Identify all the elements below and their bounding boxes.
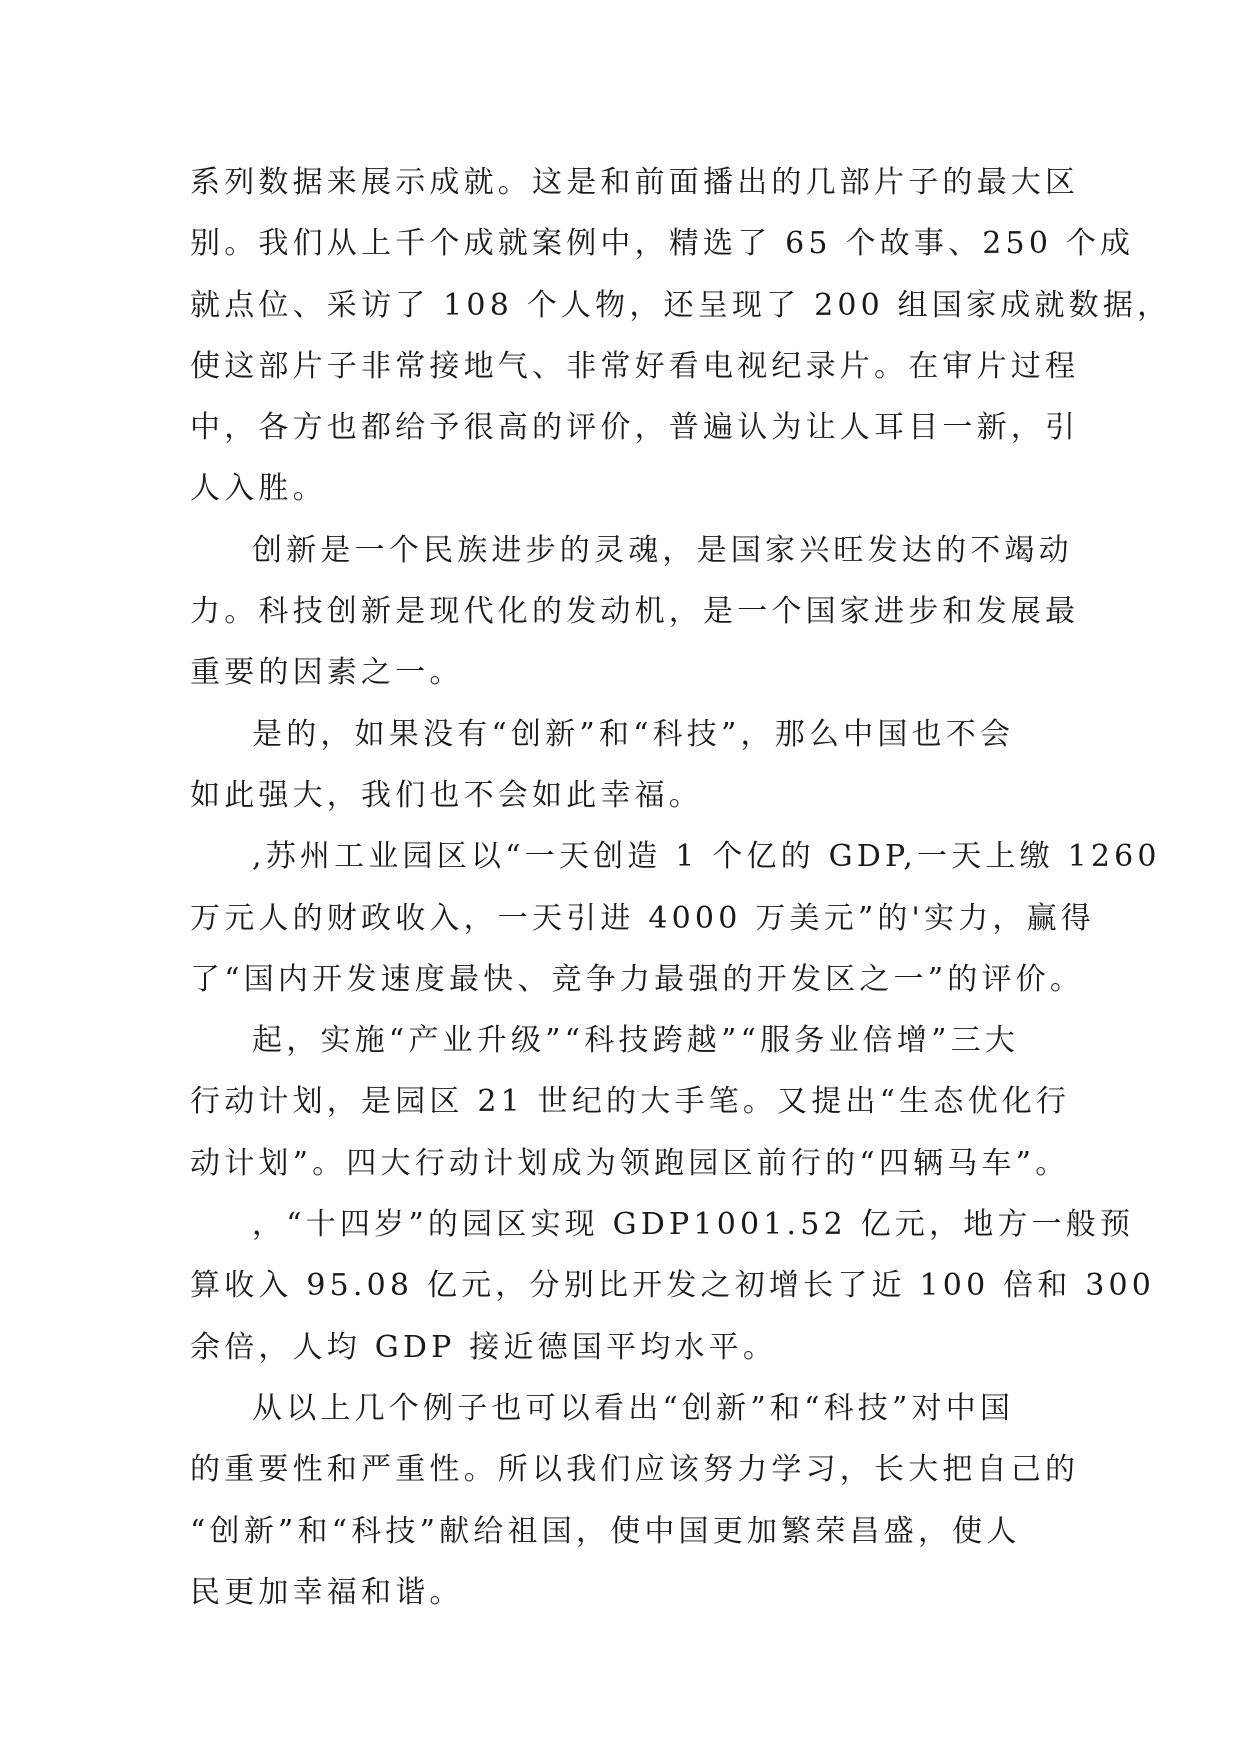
text-line-3: 就点位、采访了 108 个人物，还呈现了 200 组国家成就数据， (190, 287, 1172, 323)
text-line-5: 中，各方也都给予很高的评价，普遍认为让人耳目一新，引 (190, 410, 1080, 446)
text-line-20: 余倍，人均 GDP 接近德国平均水平。 (190, 1329, 778, 1365)
text-line-8: 力。科技创新是现代化的发动机，是一个国家进步和发展最 (190, 594, 1080, 630)
text-line-13: 万元人的财政收入，一天引进 4000 万美元”的'实力，赢得 (190, 900, 1096, 936)
text-line-21: 从以上几个例子也可以看出“创新”和“科技”对中国 (252, 1390, 1015, 1426)
text-line-22: 的重要性和严重性。所以我们应该努力学习，长大把自己的 (190, 1452, 1080, 1488)
text-line-4: 使这部片子非常接地气、非常好看电视纪录片。在审片过程 (190, 348, 1080, 384)
body-text (190, 152, 1172, 1623)
text-line-17: 动计划”。四大行动计划成为领跑园区前行的“四辆马车”。 (190, 1145, 1070, 1181)
text-line-16: 行动计划，是园区 21 世纪的大手笔。又提出“生态优化行 (190, 1084, 1071, 1120)
text-line-9: 重要的因素之一。 (190, 655, 464, 691)
text-line-24: 民更加幸福和谐。 (190, 1574, 464, 1610)
text-line-23: “创新”和“科技”献给祖国，使中国更加繁荣昌盛，使人 (190, 1513, 1021, 1549)
text-line-15: 起，实施“产业升级”“科技跨越”“服务业倍增”三大 (252, 1023, 1020, 1059)
text-line-10: 是的，如果没有“创新”和“科技”，那么中国也不会 (252, 716, 1015, 752)
text-line-6: 人入胜。 (190, 471, 327, 507)
text-line-2: 别。我们从上千个成就案例中，精选了 65 个故事、250 个成 (190, 226, 1135, 262)
text-line-19: 算收入 95.08 亿元，分别比开发之初增长了近 100 倍和 300 (190, 1268, 1156, 1304)
text-line-14: 了“国内开发速度最快、竞争力最强的开发区之一”的评价。 (190, 961, 1085, 997)
text-line-11: 如此强大，我们也不会如此幸福。 (190, 777, 703, 813)
text-line-1: 系列数据来展示成就。这是和前面播出的几部片子的最大区 (190, 165, 1080, 200)
text-line-7: 创新是一个民族进步的灵魂，是国家兴旺发达的不竭动 (252, 532, 1073, 568)
text-line-12: ,苏州工业园区以“一天创造 1 个亿的 GDP,一天上缴 1260 (252, 839, 1161, 875)
text-line-18: ，“十四岁”的园区实现 GDP1001.52 亿元，地方一般预 (252, 1207, 1135, 1243)
